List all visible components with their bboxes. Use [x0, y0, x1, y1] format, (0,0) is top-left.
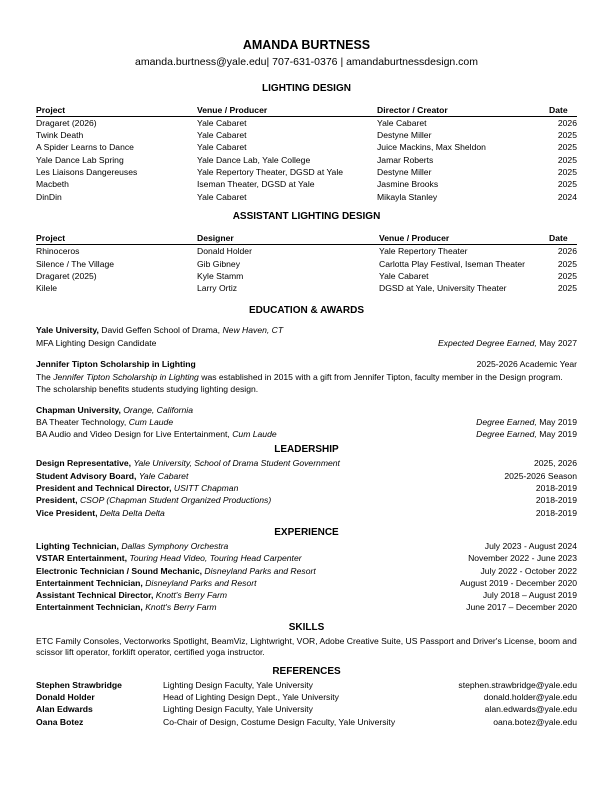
entry-date: 2025-2026 Season — [504, 470, 577, 481]
entry-separator: , — [199, 565, 205, 576]
entry-date: August 2019 - December 2020 — [459, 577, 577, 588]
table-header-row — [36, 232, 577, 245]
table-cell: Yale Dance Lab, Yale College — [197, 154, 311, 165]
entry-separator: , — [134, 470, 139, 481]
education-section — [36, 325, 577, 441]
entry-left — [36, 471, 188, 483]
table-cell: Iseman Theater, DGSD at Yale — [197, 179, 315, 190]
degree-date-label: Degree Earned, — [476, 416, 537, 427]
table-row — [36, 245, 577, 258]
entry-left — [36, 483, 238, 495]
entry-left — [36, 458, 340, 470]
entry-date: 2018-2019 — [535, 507, 577, 518]
table-cell: Kilele — [36, 283, 58, 294]
entry-role: Student Advisory Board — [36, 470, 135, 481]
yale-dept: David Geffen School of Drama, — [98, 325, 223, 336]
tipton-row — [36, 359, 577, 371]
reference-row — [36, 716, 577, 728]
reference-email[interactable]: stephen.strawbridge@yale.edu — [458, 679, 577, 690]
entry-org: Knott's Berry Farm — [145, 602, 217, 613]
list-item — [36, 483, 577, 495]
entry-org: USITT Chapman — [173, 483, 239, 494]
table-cell: 2025 — [557, 179, 577, 190]
chapman-entry — [36, 405, 577, 417]
table-row — [36, 282, 577, 294]
table-cell: Donald Holder — [197, 246, 252, 257]
table-cell: Destyne Miller — [377, 167, 432, 178]
degree-date: May 2019 — [536, 416, 577, 427]
table-row — [36, 154, 577, 166]
reference-row — [36, 691, 577, 703]
list-item — [36, 566, 577, 578]
degree-date: May 2019 — [536, 429, 577, 440]
column-header: Venue / Producer — [197, 104, 377, 117]
assistant-rows — [36, 245, 577, 295]
skills-heading: SKILLS — [288, 621, 325, 633]
table-cell: Mikayla Stanley — [377, 191, 438, 202]
entry-org: Yale Cabaret — [138, 470, 189, 481]
references-table — [36, 679, 577, 728]
reference-title: Head of Lighting Design Dept., Yale University — [163, 692, 339, 703]
yale-place: New Haven, CT — [222, 325, 284, 336]
table-cell: 2025 — [557, 258, 577, 269]
entry-date: 2018-2019 — [535, 495, 577, 506]
column-header: Project — [36, 232, 197, 245]
entry-org: CSOP (Chapman Student Organized Productions) — [79, 495, 272, 506]
tipton-description — [36, 372, 577, 395]
table-cell: Yale Dance Lab Spring — [36, 154, 124, 165]
table-cell: Macbeth — [36, 179, 69, 190]
entry-org: Dallas Symphony Orchestra — [121, 540, 229, 551]
table-cell: Yale Repertory Theater — [379, 246, 468, 257]
table-cell: Larry Ortiz — [197, 283, 238, 294]
entry-role: Entertainment Technician — [36, 602, 141, 613]
table-row — [36, 166, 577, 178]
table-cell: Gib Gibney — [197, 258, 240, 269]
entry-separator: , — [75, 495, 80, 506]
lighting-rows — [36, 116, 577, 203]
yale-date-label: Expected Degree Earned, — [437, 337, 537, 348]
experience-list — [36, 541, 577, 615]
reference-name: Stephen Strawbridge — [36, 679, 122, 690]
table-cell: Carlotta Play Festival, Iseman Theater — [379, 258, 525, 269]
reference-row — [36, 703, 577, 715]
entry-date: July 2018 – August 2019 — [482, 590, 577, 601]
reference-title: Co-Chair of Design, Costume Design Faculty, Yale University — [163, 716, 396, 727]
candidate-name: AMANDA BURTNESS — [242, 38, 371, 52]
yale-school: Yale University, — [36, 325, 99, 336]
yale-degree-row — [36, 338, 577, 350]
table-header-row — [36, 104, 577, 117]
reference-email[interactable]: oana.botez@yale.edu — [493, 716, 577, 727]
entry-separator: , — [140, 602, 146, 613]
reference-name: Oana Botez — [36, 716, 84, 727]
column-header: Director / Creator — [377, 104, 549, 117]
table-row — [36, 270, 577, 282]
entry-separator: , — [128, 458, 134, 469]
table-cell: Kyle Stamm — [197, 270, 244, 281]
skills-text: ETC Family Consoles, Vectorworks Spotlight, BeamViz, Lightwright, VOR, Adobe Creative Suite, US Passport and Driver's License, boom and scissor lift operator, forklift operator, certified yoga instructor. — [36, 635, 577, 658]
entry-separator: , — [140, 577, 146, 588]
chapman-degree-2 — [36, 429, 577, 441]
table-cell: Yale Repertory Theater, DGSD at Yale — [197, 167, 344, 178]
list-item — [36, 578, 577, 590]
entry-date: June 2017 – December 2020 — [466, 602, 577, 613]
reference-row — [36, 679, 577, 691]
degree-name: BA Theater Technology, — [36, 416, 129, 427]
entry-separator: , — [95, 507, 100, 518]
reference-name: Donald Holder — [36, 692, 95, 703]
table-cell: Les Liaisons Dangereuses — [36, 167, 138, 178]
entry-date: 2018-2019 — [535, 483, 577, 494]
entry-date: July 2022 - October 2022 — [480, 565, 577, 576]
table-cell: 2025 — [557, 142, 577, 153]
entry-left — [36, 495, 271, 507]
entry-role: President — [36, 495, 76, 506]
table-cell: Yale Cabaret — [197, 142, 247, 153]
assistant-lighting-table — [36, 232, 577, 294]
yale-date: May 2027 — [536, 337, 577, 348]
table-row — [36, 129, 577, 141]
entry-org: Disneyland Parks and Resort — [145, 577, 257, 588]
degree-name: BA Audio and Video Design for Live Entertainment, — [36, 429, 233, 440]
entry-role: Assistant Technical Director — [36, 590, 151, 601]
education-heading: EDUCATION & AWARDS — [249, 305, 364, 317]
assistant-lighting-heading: ASSISTANT LIGHTING DESIGN — [232, 210, 381, 222]
list-item — [36, 553, 577, 565]
table-cell: Yale Cabaret — [377, 117, 427, 128]
reference-title: Lighting Design Faculty, Yale University — [163, 704, 313, 715]
table-cell: Yale Cabaret — [379, 270, 429, 281]
table-cell: Yale Cabaret — [197, 191, 247, 202]
list-item — [36, 508, 577, 520]
chapman-degree-1 — [36, 417, 577, 429]
table-cell: A Spider Learns to Dance — [36, 142, 134, 153]
lighting-design-table — [36, 104, 577, 203]
entry-org: Touring Head Video, Touring Head Carpenter — [129, 553, 302, 564]
entry-role: Lighting Technician — [36, 540, 117, 551]
table-cell: 2025 — [557, 167, 577, 178]
table-cell: 2025 — [557, 130, 577, 141]
table-cell: Jasmine Brooks — [377, 179, 439, 190]
entry-role: Design Representative — [36, 458, 129, 469]
tipton-text-1: The — [36, 372, 54, 383]
entry-org: Delta Delta Delta — [99, 507, 165, 518]
table-row — [36, 141, 577, 153]
entry-left — [36, 553, 302, 565]
column-header: Date — [549, 232, 577, 245]
degree-date-label: Degree Earned, — [476, 429, 537, 440]
table-cell: 2026 — [557, 117, 577, 128]
table-cell: DinDin — [36, 191, 62, 202]
tipton-text-2: was established in 2015 with a gift from Jennifer Tipton, faculty member in the Design program. The scholarship benefits students studying lighting design. — [36, 372, 563, 394]
entry-role: VSTAR Entertainment — [36, 553, 125, 564]
list-item — [36, 471, 577, 483]
table-cell: DGSD at Yale, University Theater — [379, 283, 507, 294]
chapman-school: Chapman University, — [36, 404, 121, 415]
table-cell: Destyne Miller — [377, 130, 432, 141]
table-cell: 2025 — [557, 154, 577, 165]
list-item — [36, 458, 577, 470]
table-cell: 2025 — [557, 283, 577, 294]
experience-heading: EXPERIENCE — [274, 526, 339, 538]
reference-email[interactable]: donald.holder@yale.edu — [483, 692, 577, 703]
table-cell: Yale Cabaret — [197, 117, 247, 128]
table-row — [36, 116, 577, 129]
contact-line: amanda.burtness@yale.edu| 707-631-0376 | amandaburtnessdesign.com — [135, 56, 478, 68]
reference-email[interactable]: alan.edwards@yale.edu — [484, 704, 577, 715]
column-header: Venue / Producer — [379, 232, 549, 245]
list-item — [36, 495, 577, 507]
table-row — [36, 191, 577, 203]
table-cell: 2026 — [557, 246, 577, 257]
entry-left — [36, 508, 165, 520]
chapman-place: Orange, California — [120, 404, 193, 415]
references-heading: REFERENCES — [272, 665, 341, 677]
table-cell: Jamar Roberts — [377, 154, 434, 165]
leadership-heading: LEADERSHIP — [274, 444, 339, 456]
degree-honor: Cum Laude — [128, 416, 174, 427]
entry-role: Electronic Technician / Sound Mechanic — [36, 565, 200, 576]
entry-org: Yale University, School of Drama Student Government — [133, 458, 340, 469]
column-header: Project — [36, 104, 197, 117]
table-cell: Twink Death — [36, 130, 84, 141]
list-item — [36, 541, 577, 553]
reference-title: Lighting Design Faculty, Yale University — [163, 679, 313, 690]
table-cell: Dragaret (2026) — [36, 117, 97, 128]
yale-degree: MFA Lighting Design Candidate — [36, 337, 157, 348]
entry-role: Vice President — [36, 507, 96, 518]
entry-left — [36, 578, 257, 590]
entry-separator: , — [124, 553, 130, 564]
reference-name: Alan Edwards — [36, 704, 93, 715]
entry-separator: , — [150, 590, 156, 601]
table-cell: Yale Cabaret — [197, 130, 247, 141]
entry-role: President and Technical Director — [36, 483, 170, 494]
entry-org: Knott's Berry Farm — [155, 590, 228, 601]
table-cell: Rhinoceros — [36, 246, 80, 257]
list-item — [36, 602, 577, 614]
entry-left — [36, 602, 217, 614]
table-row — [36, 258, 577, 270]
entry-org: Disneyland Parks and Resort — [204, 565, 316, 576]
table-cell: Dragaret (2025) — [36, 270, 97, 281]
table-row — [36, 178, 577, 190]
table-cell: 2025 — [557, 270, 577, 281]
table-cell: Juice Mackins, Max Sheldon — [377, 142, 486, 153]
entry-left — [36, 566, 316, 578]
column-header: Date — [549, 104, 577, 117]
yale-entry — [36, 325, 577, 337]
leadership-list — [36, 458, 577, 519]
entry-left — [36, 541, 228, 553]
lighting-design-heading: LIGHTING DESIGN — [262, 82, 351, 94]
table-cell: 2024 — [557, 191, 577, 202]
tipton-text-italic: Jennifer Tipton Scholarship in Lighting — [53, 372, 199, 383]
entry-role: Entertainment Technician — [36, 577, 141, 588]
entry-date: 2025, 2026 — [533, 458, 577, 469]
entry-date: November 2022 - June 2023 — [468, 553, 577, 564]
tipton-season: 2025-2026 Academic Year — [476, 359, 577, 370]
entry-separator: , — [169, 483, 174, 494]
entry-date: July 2023 - August 2024 — [484, 540, 577, 551]
table-cell: Silence / The Village — [36, 258, 115, 269]
entry-left — [36, 590, 227, 602]
tipton-title: Jennifer Tipton Scholarship in Lighting — [36, 359, 196, 370]
column-header: Designer — [197, 232, 379, 245]
list-item — [36, 590, 577, 602]
entry-separator: , — [116, 540, 122, 551]
degree-honor: Cum Laude — [232, 429, 277, 440]
